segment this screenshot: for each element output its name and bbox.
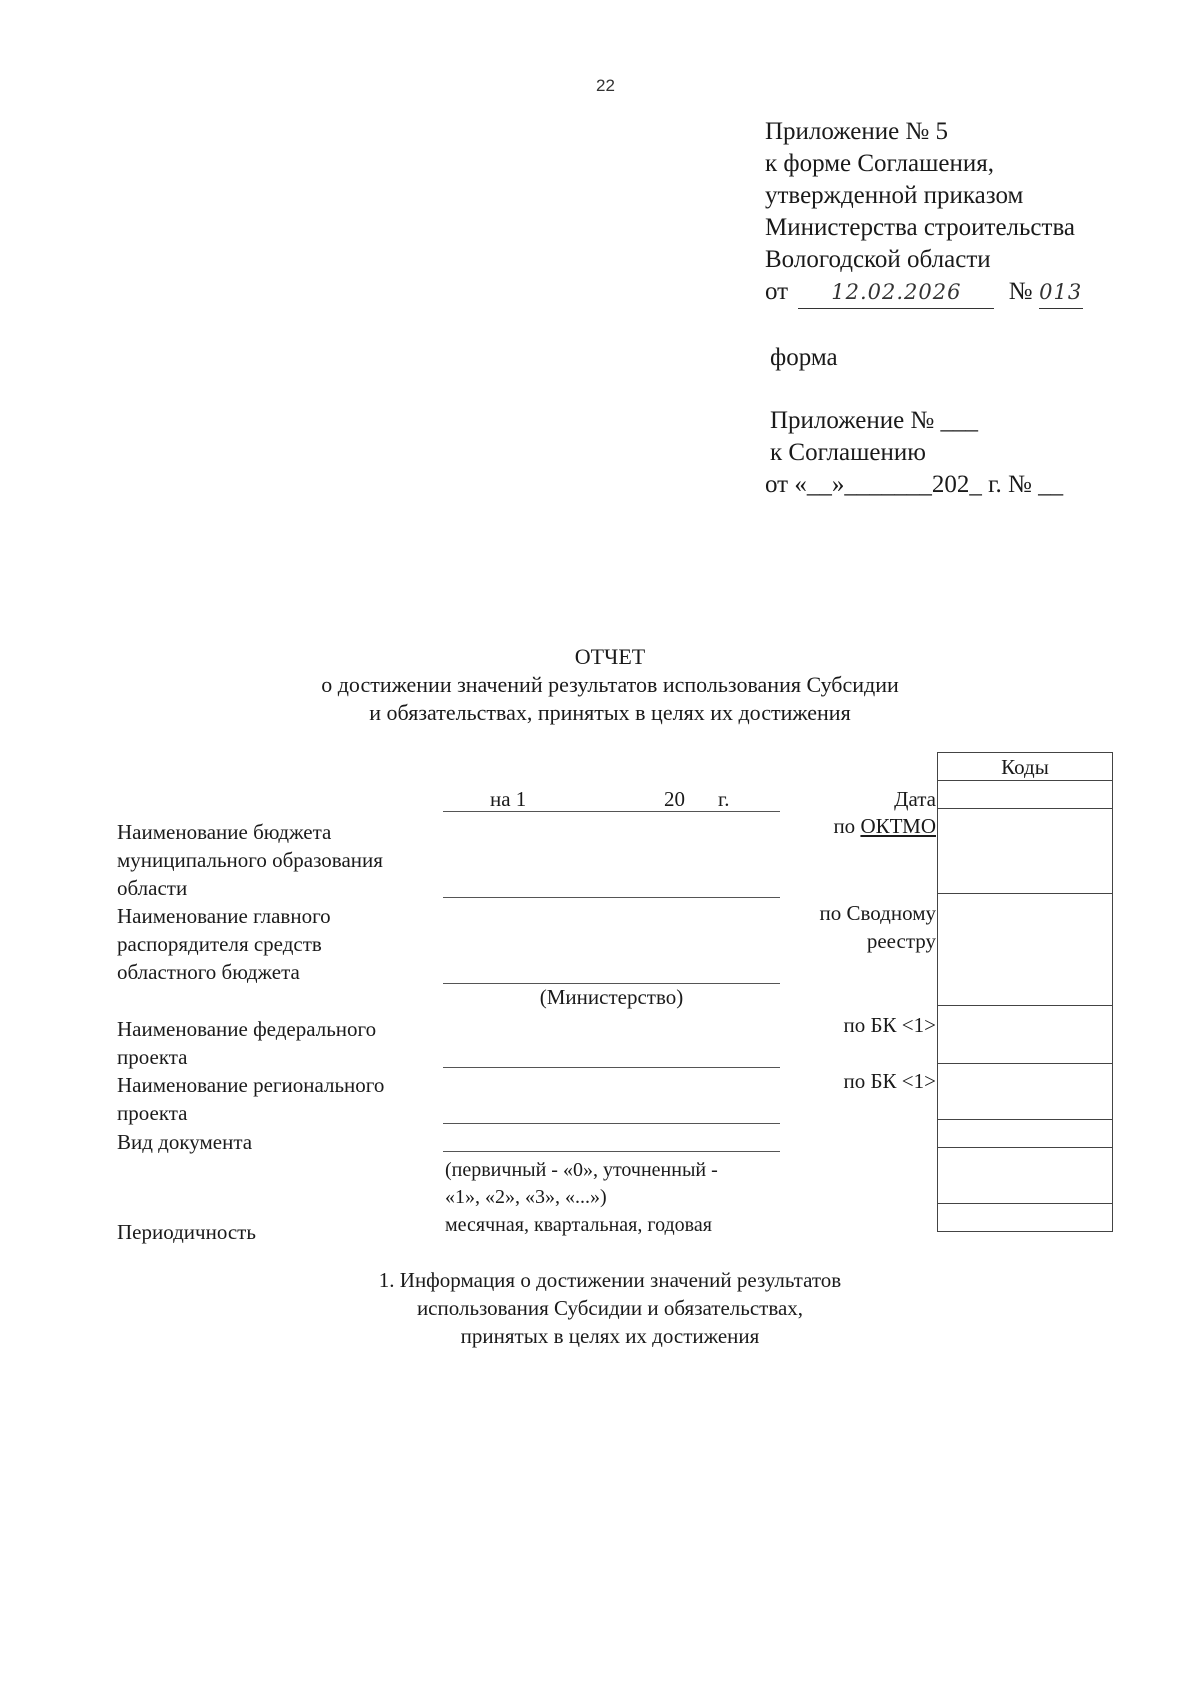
federal-label-2: проекта	[117, 1045, 188, 1069]
handwritten-date: 12.02.2026	[798, 276, 994, 309]
budget-label-1: Наименование бюджета	[117, 820, 332, 844]
regional-field-line	[443, 1123, 780, 1124]
report-subtitle-2: и обязательствах, принятых в целях их достижения	[369, 700, 851, 725]
form-label: форма	[770, 344, 838, 371]
report-subtitle-1: о достижении значений результатов использования Субсидии	[321, 672, 899, 697]
regional-label-1: Наименование регионального	[117, 1073, 385, 1097]
codes-row-line	[938, 1203, 1112, 1204]
federal-field-line	[443, 1067, 780, 1068]
date-code-label: Дата	[894, 787, 936, 811]
budget-label-2: муниципального образования	[117, 848, 383, 872]
date-prefix: от	[765, 278, 789, 305]
date-field-year: 20	[664, 787, 685, 811]
date-field-suffix: г.	[718, 787, 730, 811]
federal-label-1: Наименование федерального	[117, 1017, 377, 1041]
oktmo-link: ОКТМО	[860, 814, 936, 838]
doc-type-hint-2: «1», «2», «3», «...»)	[445, 1186, 607, 1208]
budget-field-line	[443, 897, 780, 898]
register-label-2: реестру	[866, 929, 936, 953]
doc-type-hint-1: (первичный - «0», уточненный -	[445, 1159, 718, 1181]
codes-row-line	[938, 1147, 1112, 1148]
appendix-line-5: Вологодской области	[765, 246, 991, 273]
doc-type-label: Вид документа	[117, 1130, 253, 1154]
codes-row-line	[938, 808, 1112, 809]
codes-row-line	[938, 1005, 1112, 1006]
codes-table	[937, 752, 1113, 1232]
page-number: 22	[596, 76, 615, 95]
number-prefix: №	[1008, 278, 1033, 305]
date-field-prefix: на 1	[490, 787, 527, 811]
register-label-1: по Сводному	[819, 901, 936, 925]
section1-heading-1: 1. Информация о достижении значений результатов	[378, 1268, 842, 1292]
periodicity-label: Периодичность	[117, 1220, 256, 1244]
periodicity-value: месячная, квартальная, годовая	[445, 1214, 712, 1236]
agreement-line-2: к Соглашению	[770, 439, 926, 466]
section1-heading-2: использования Субсидии и обязательствах,	[416, 1296, 804, 1320]
bk-label-1: по БК <1>	[843, 1013, 936, 1037]
doc-type-field-line	[443, 1151, 780, 1152]
date-field-line	[443, 811, 780, 812]
codes-row-line	[938, 1063, 1112, 1064]
codes-row-line	[938, 1119, 1112, 1120]
appendix-date-line	[765, 276, 1083, 309]
agreement-line-1: Приложение № ___	[770, 407, 979, 434]
appendix-line-3: утвержденной приказом	[765, 182, 1024, 209]
oktmo-prefix: по	[833, 814, 856, 838]
bk-label-2: по БК <1>	[843, 1069, 936, 1093]
codes-row-line	[938, 780, 1112, 781]
manager-label-3: областного бюджета	[117, 960, 300, 984]
appendix-line-2: к форме Соглашения,	[765, 150, 994, 177]
oktmo-label	[833, 812, 936, 840]
handwritten-number: 013	[1039, 276, 1083, 309]
codes-row-line	[938, 893, 1112, 894]
section1-heading-3: принятых в целях их достижения	[460, 1324, 760, 1348]
agreement-line-3: от «__»_______202_ г. № __	[765, 471, 1064, 498]
appendix-line-4: Министерства строительства	[765, 214, 1076, 241]
manager-label-2: распорядителя средств	[117, 932, 322, 956]
appendix-line-1: Приложение № 5	[765, 118, 949, 145]
regional-label-2: проекта	[117, 1101, 188, 1125]
manager-label-1: Наименование главного	[117, 904, 331, 928]
codes-header: Коды	[1001, 755, 1049, 779]
ministry-caption: (Министерство)	[539, 985, 684, 1009]
budget-label-3: области	[117, 876, 188, 900]
report-title: ОТЧЕТ	[574, 644, 646, 669]
